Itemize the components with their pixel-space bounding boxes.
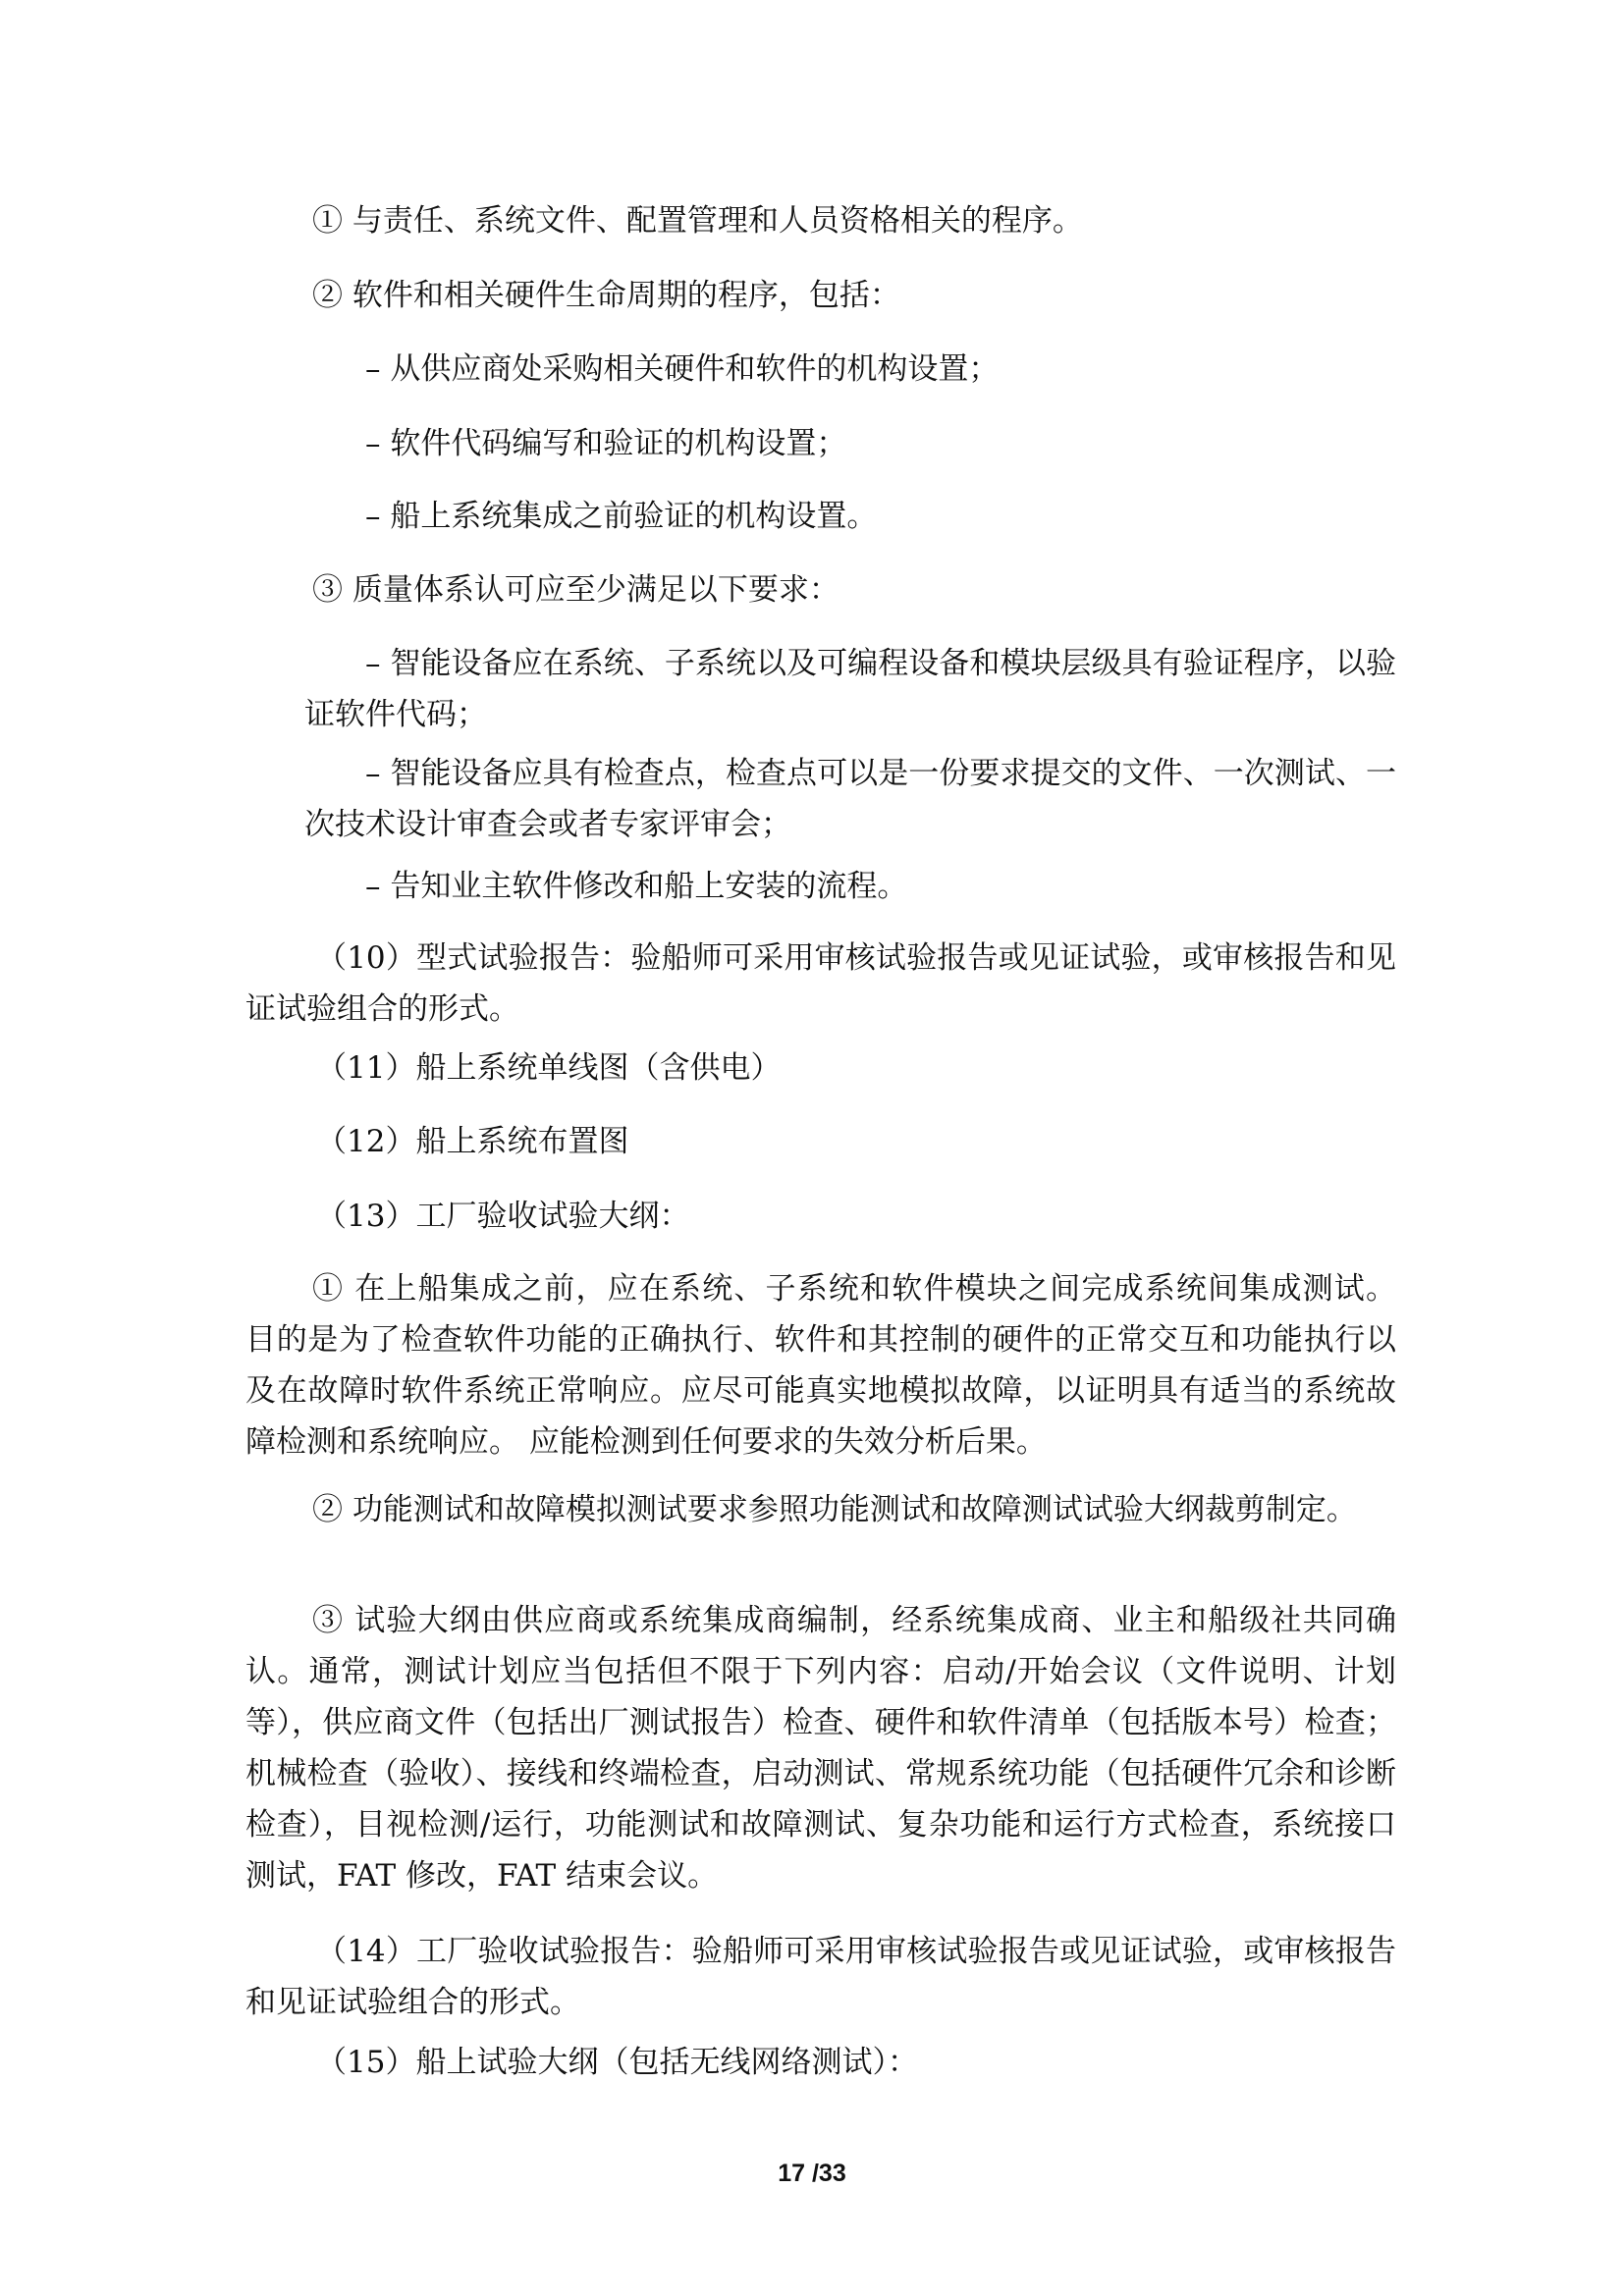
section-15-onboard-test-program: （15）船上试验大纲（包括无线网络测试）： bbox=[316, 2045, 918, 2080]
sub-item-pre-integration: – 船上系统集成之前验证的机构设置。 bbox=[365, 499, 878, 534]
fat-item-test-plan-contents: ③ 试验大纲由供应商或系统集成商编制，经系统集成商、业主和船级社共同确认。通常，测试计划应当包括但不限于下列内容：启动/开始会议（文件说明、计划等），供应商文件（包括出厂测试报告）检查、硬件和软件清单（包括版本号）检查；机械检查（验收）、接线和终端检查，启动测试、常规系统功能（包括硬件冗余和诊断检查），目视检测/运行，功能测试和故障测试、复杂功能和运行方式检查，系统接口测试，FAT 修改，FAT 结束会议。 bbox=[245, 1603, 1396, 1894]
section-12-layout-drawing: （12）船上系统布置图 bbox=[316, 1124, 629, 1159]
sub-item-checkpoints: – 智能设备应具有检查点，检查点可以是一份要求提交的文件、一次测试、一次技术设计审查会或者专家评审会； bbox=[304, 756, 1396, 842]
list-item-quality-system: ③ 质量体系认可应至少满足以下要求： bbox=[312, 572, 839, 608]
fat-item-fault-simulation: ② 功能测试和故障模拟测试要求参照功能测试和故障测试试验大纲裁剪制定。 bbox=[312, 1492, 1357, 1527]
list-item-lifecycle-procedures: ② 软件和相关硬件生命周期的程序，包括： bbox=[312, 278, 900, 313]
section-10-type-test-report: （10）型式试验报告：验船师可采用审核试验报告或见证试验，或审核报告和见证试验组合的形式。 bbox=[245, 940, 1396, 1027]
section-14-fat-report: （14）工厂验收试验报告：验船师可采用审核试验报告或见证试验，或审核报告和见证试验组合的形式。 bbox=[245, 1934, 1396, 2020]
fat-item-integration-testing: ① 在上船集成之前，应在系统、子系统和软件模块之间完成系统间集成测试。 目的是为了检查软件功能的正确执行、软件和其控制的硬件的正常交互和功能执行以及在故障时软件系统正常响应。应尽可能真实地模拟故障，以证明具有适当的系统故障检测和系统响应。 应能检测到任何要求的失效分析后果。 bbox=[245, 1271, 1396, 1460]
section-13-fat-program: （13）工厂验收试验大纲： bbox=[316, 1199, 690, 1234]
section-11-single-line-diagram: （11）船上系统单线图（含供电） bbox=[316, 1050, 782, 1086]
sub-item-verification-procedures: – 智能设备应在系统、子系统以及可编程设备和模块层级具有验证程序，以验证软件代码； bbox=[304, 646, 1396, 732]
sub-item-code-verification: – 软件代码编写和验证的机构设置； bbox=[365, 426, 847, 461]
page-number: 17 /33 bbox=[778, 2160, 846, 2187]
sub-item-procurement: – 从供应商处采购相关硬件和软件的机构设置； bbox=[365, 351, 1000, 387]
list-item-responsibility-procedures: ① 与责任、系统文件、配置管理和人员资格相关的程序。 bbox=[312, 203, 1083, 239]
sub-item-owner-notification: – 告知业主软件修改和船上安装的流程。 bbox=[365, 869, 908, 904]
